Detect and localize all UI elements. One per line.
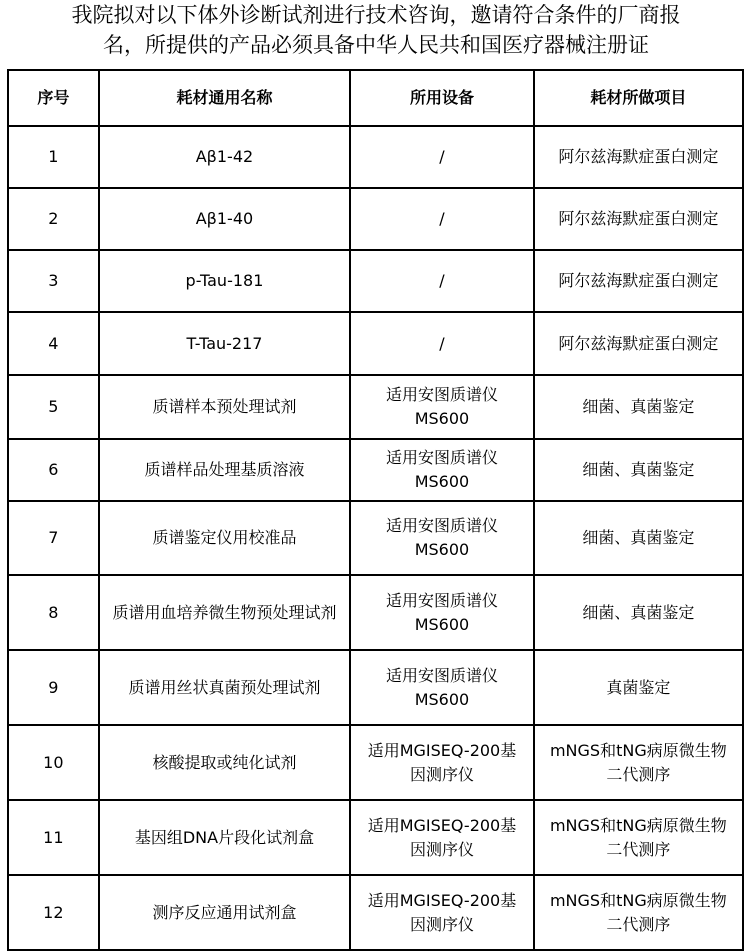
reagent-table [7, 69, 744, 951]
cell-no: 5 [8, 375, 99, 439]
device-line-2: 因测序仪 [409, 764, 474, 784]
device-line-2: 因测序仪 [409, 839, 474, 859]
cell-name: Aβ1-42 [99, 126, 351, 188]
header-no: 序号 [8, 70, 99, 126]
table-row [8, 875, 743, 950]
cell-name: 质谱用血培养微生物预处理试剂 [99, 575, 351, 650]
device-line-1: 适用安图质谱仪 [385, 385, 498, 404]
item-line-2: 二代测序 [606, 839, 671, 859]
cell-item: 细菌、真菌鉴定 [534, 375, 743, 439]
cell-item: 真菌鉴定 [534, 650, 743, 725]
cell-name: T-Tau-217 [99, 312, 351, 375]
cell-no: 8 [8, 575, 99, 650]
cell-device [350, 800, 533, 875]
device-line-1: 适用安图质谱仪 [385, 590, 498, 610]
cell-item: 细菌、真菌鉴定 [534, 439, 743, 501]
table-row [8, 800, 743, 875]
table-header-row [8, 70, 743, 126]
cell-no: 7 [8, 501, 99, 575]
header-name: 耗材通用名称 [99, 70, 351, 126]
header-item: 耗材所做项目 [534, 70, 743, 126]
cell-name: 质谱样品处理基质溶液 [99, 439, 351, 501]
cell-device: / [350, 188, 533, 250]
device-line-2: 因测序仪 [409, 914, 474, 934]
cell-no: 11 [8, 800, 99, 875]
item-line-1: mNGS和tNG病原微生物 [549, 815, 727, 835]
device-line-1: 适用安图质谱仪 [385, 665, 498, 685]
header-device: 所用设备 [350, 70, 533, 126]
cell-item: 阿尔兹海默症蛋白测定 [534, 126, 743, 188]
table-row [8, 439, 743, 501]
item-line-2: 二代测序 [606, 914, 671, 934]
cell-device [350, 501, 533, 575]
device-line-1: 适用MGISEQ-200基 [367, 740, 517, 760]
cell-device [350, 650, 533, 725]
cell-no: 3 [8, 250, 99, 312]
device-line-1: 适用MGISEQ-200基 [367, 890, 517, 910]
cell-name: 质谱用丝状真菌预处理试剂 [99, 650, 351, 725]
cell-name: p-Tau-181 [99, 250, 351, 312]
cell-device: / [350, 312, 533, 375]
cell-name: 核酸提取或纯化试剂 [99, 725, 351, 800]
intro-line-2: 名，所提供的产品必须具备中华人民共和国医疗器械注册证 [103, 33, 649, 57]
cell-name: 质谱样本预处理试剂 [99, 375, 351, 439]
item-line-1: mNGS和tNG病原微生物 [549, 890, 727, 910]
device-line-2: MS600 [414, 540, 470, 559]
table-row [8, 375, 743, 439]
table-row [8, 725, 743, 800]
cell-item: 细菌、真菌鉴定 [534, 575, 743, 650]
cell-no: 2 [8, 188, 99, 250]
device-line-2: MS600 [414, 472, 470, 491]
table-row [8, 126, 743, 188]
intro-line-1: 我院拟对以下体外诊断试剂进行技术咨询，邀请符合条件的厂商报 [71, 3, 681, 27]
cell-name: 基因组DNA片段化试剂盒 [99, 800, 351, 875]
cell-device [350, 439, 533, 501]
device-line-2: MS600 [414, 409, 470, 428]
cell-item: 细菌、真菌鉴定 [534, 501, 743, 575]
device-line-2: MS600 [414, 614, 470, 634]
cell-item [534, 725, 743, 800]
cell-no: 12 [8, 875, 99, 950]
cell-name: 测序反应通用试剂盒 [99, 875, 351, 950]
device-line-1: 适用MGISEQ-200基 [367, 815, 517, 835]
cell-device [350, 575, 533, 650]
cell-name: 质谱鉴定仪用校准品 [99, 501, 351, 575]
table-row [8, 250, 743, 312]
cell-device [350, 375, 533, 439]
cell-device: / [350, 250, 533, 312]
cell-item: 阿尔兹海默症蛋白测定 [534, 312, 743, 375]
cell-no: 1 [8, 126, 99, 188]
device-line-1: 适用安图质谱仪 [385, 516, 498, 535]
cell-no: 9 [8, 650, 99, 725]
device-line-1: 适用安图质谱仪 [385, 448, 498, 467]
table-row [8, 650, 743, 725]
device-line-2: MS600 [414, 689, 470, 709]
item-line-1: mNGS和tNG病原微生物 [549, 740, 727, 760]
cell-no: 6 [8, 439, 99, 501]
cell-no: 10 [8, 725, 99, 800]
table-row [8, 188, 743, 250]
cell-item: 阿尔兹海默症蛋白测定 [534, 188, 743, 250]
cell-device [350, 725, 533, 800]
cell-item [534, 875, 743, 950]
cell-device: / [350, 126, 533, 188]
cell-item [534, 800, 743, 875]
table-row [8, 575, 743, 650]
intro-paragraph [0, 0, 752, 60]
cell-no: 4 [8, 312, 99, 375]
cell-item: 阿尔兹海默症蛋白测定 [534, 250, 743, 312]
item-line-2: 二代测序 [606, 764, 671, 784]
table-row [8, 312, 743, 375]
cell-device [350, 875, 533, 950]
table-row [8, 501, 743, 575]
cell-name: Aβ1-40 [99, 188, 351, 250]
